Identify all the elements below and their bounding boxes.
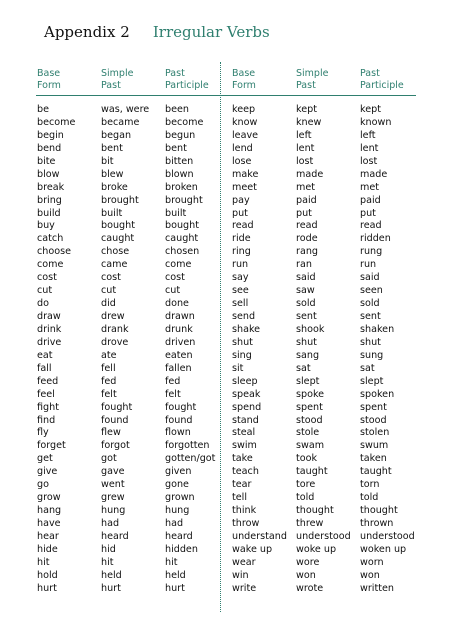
verb-cell: cost [37, 272, 57, 284]
verb-cell: hurt [37, 582, 57, 594]
verb-cell: lent [360, 142, 379, 154]
verb-cell: fly [37, 427, 49, 439]
verb-cell: bite [37, 155, 56, 167]
verb-cell: spoken [360, 388, 395, 400]
verb-cell: done [165, 298, 189, 310]
verb-cell: sleep [232, 375, 258, 387]
verb-cell: taught [360, 466, 392, 478]
verb-cell: win [232, 569, 249, 581]
verb-cell: know [232, 116, 258, 128]
verb-cell: went [101, 479, 125, 491]
appendix-label: Appendix 2 [44, 23, 130, 41]
verb-cell: sat [360, 362, 375, 374]
verb-cell: be [37, 104, 49, 115]
verb-cell: shut [296, 336, 317, 348]
verb-cell: kept [296, 104, 317, 115]
verb-cell: have [37, 518, 61, 529]
verb-cell: was, were [101, 104, 150, 115]
verb-cell: stolen [360, 427, 390, 439]
verb-cell: brought [165, 194, 203, 206]
verb-cell: paid [296, 194, 317, 206]
header-simple-past-right: Simple Past [296, 68, 329, 91]
verb-cell: bend [37, 142, 62, 154]
verb-cell: tear [232, 479, 252, 491]
verb-cell: lost [296, 155, 314, 167]
verb-cell: bitten [165, 155, 194, 167]
verb-cell: stood [360, 414, 387, 426]
verb-cell: fight [37, 401, 59, 413]
verb-cell: gave [101, 466, 125, 478]
verb-cell: pay [232, 194, 250, 206]
verb-cell: wore [296, 556, 320, 568]
verb-cell: worn [360, 556, 384, 568]
verb-cell: throw [232, 518, 260, 529]
verb-cell: met [296, 181, 316, 193]
verb-cell: begun [165, 129, 196, 141]
verb-cell: got [101, 453, 117, 465]
verb-cell: forgot [101, 440, 130, 452]
verb-cell: drive [37, 336, 62, 348]
verb-cell: felt [101, 388, 117, 400]
verb-cell: said [296, 272, 316, 284]
verb-cell: took [296, 453, 318, 465]
verb-cell: rang [296, 246, 318, 258]
verb-cell: torn [360, 479, 380, 491]
verb-cell: sold [360, 298, 380, 310]
verb-cell: held [101, 569, 122, 581]
verb-cell: left [296, 129, 312, 141]
verb-cell: understood [296, 530, 351, 542]
verb-cell: fought [101, 401, 133, 413]
verb-cell: brought [101, 194, 139, 206]
verb-cell: slept [296, 375, 320, 387]
verb-cell: knew [296, 116, 322, 128]
verb-cell: tore [296, 479, 316, 491]
verb-cell: break [37, 181, 65, 193]
verb-cell: speak [232, 388, 261, 400]
verb-cell: paid [360, 194, 381, 206]
verb-cell: do [37, 298, 49, 310]
verb-cell: bent [101, 142, 123, 154]
verb-cell: known [360, 116, 392, 128]
verb-cell: grew [101, 492, 125, 504]
verb-cell: give [37, 466, 58, 478]
verb-cell: met [360, 181, 380, 193]
verb-cell: heard [165, 530, 193, 542]
left-past-participle-column [165, 104, 235, 596]
verb-cell: told [360, 492, 379, 504]
verb-cell: felt [165, 388, 181, 400]
header-base-form-left: Base Form [37, 68, 61, 91]
verb-cell: fall [37, 362, 52, 374]
verb-cell: bit [101, 155, 114, 167]
verb-cell: put [232, 207, 248, 219]
verb-cell: saw [296, 285, 315, 297]
verb-cell: come [37, 259, 64, 271]
page-title [44, 22, 270, 41]
verb-cell: won [360, 569, 380, 581]
verb-cell: written [360, 582, 394, 594]
section-title: Irregular Verbs [152, 23, 270, 41]
verb-cell: swim [232, 440, 257, 452]
verb-cell: rung [360, 246, 383, 258]
verb-cell: feel [37, 388, 55, 400]
verb-cell: spoke [296, 388, 325, 400]
verb-cell: take [232, 453, 253, 465]
verb-cell: made [360, 168, 388, 180]
verb-cell: send [232, 311, 256, 322]
verb-cell: leave [232, 129, 259, 141]
verb-cell: caught [165, 233, 199, 245]
header-base-form-right: Base Form [232, 68, 256, 91]
verb-cell: run [360, 259, 377, 271]
verb-cell: rode [296, 233, 318, 245]
verb-cell: cost [101, 272, 121, 284]
verb-cell: cut [165, 285, 181, 297]
verb-cell: become [37, 116, 76, 128]
verb-cell: drunk [165, 323, 193, 335]
header-past-participle-left: Past Participle [165, 68, 209, 91]
verb-cell: grown [165, 492, 195, 504]
verb-cell: became [101, 116, 140, 128]
verb-cell: put [296, 207, 312, 219]
verb-cell: sold [296, 298, 316, 310]
verb-cell: put [360, 207, 376, 219]
verb-cell: understand [232, 530, 287, 542]
verb-cell: wrote [296, 582, 324, 594]
right-base-form-column [232, 104, 302, 596]
verb-cell: woken up [360, 543, 407, 555]
left-base-form-column [37, 104, 107, 596]
verb-cell: drawn [165, 311, 195, 322]
verb-cell: meet [232, 181, 257, 193]
verb-cell: sell [232, 298, 249, 310]
verb-cell: shaken [360, 323, 395, 335]
verb-cell: flew [101, 427, 121, 439]
verb-cell: lose [232, 155, 252, 167]
verb-cell: lost [360, 155, 378, 167]
verb-cell: thought [360, 505, 398, 517]
verb-cell: gone [165, 479, 189, 491]
verb-cell: bought [101, 220, 135, 232]
verb-cell: cost [165, 272, 185, 284]
header-past-participle-right: Past Participle [360, 68, 404, 91]
verb-cell: blew [101, 168, 124, 180]
verb-cell: thrown [360, 518, 394, 529]
verb-cell: driven [165, 336, 196, 348]
verb-cell: shake [232, 323, 261, 335]
verb-cell: find [37, 414, 56, 426]
verb-cell: drew [101, 311, 125, 322]
verb-cell: spend [232, 401, 262, 413]
verb-cell: kept [360, 104, 381, 115]
right-simple-past-column [296, 104, 366, 596]
verb-cell: go [37, 479, 49, 491]
verb-cell: hurt [101, 582, 121, 594]
verb-cell: thought [296, 505, 334, 517]
verb-cell: see [232, 285, 249, 297]
verb-cell: told [296, 492, 315, 504]
verb-cell: buy [37, 220, 55, 232]
verb-cell: blown [165, 168, 194, 180]
verb-cell: hurt [165, 582, 185, 594]
verb-cell: hide [37, 543, 58, 555]
verb-cell: write [232, 582, 257, 594]
verb-cell: held [165, 569, 186, 581]
verb-cell: ride [232, 233, 251, 245]
verb-cell: built [165, 207, 187, 219]
verb-cell: hung [165, 505, 190, 517]
verb-cell: ate [101, 349, 117, 361]
verb-cell: make [232, 168, 259, 180]
verb-cell: shut [232, 336, 253, 348]
verb-cell: fought [165, 401, 197, 413]
verb-cell: sang [296, 349, 320, 361]
verb-cell: sing [232, 349, 252, 361]
verb-cell: taught [296, 466, 328, 478]
verb-cell: did [101, 298, 116, 310]
verb-cell: lend [232, 142, 253, 154]
verb-cell: read [232, 220, 254, 232]
verb-cell: draw [37, 311, 61, 322]
verb-cell: seen [360, 285, 383, 297]
verb-cell: bought [165, 220, 199, 232]
verb-cell: came [101, 259, 128, 271]
verb-cell: fed [101, 375, 117, 387]
verb-cell: hold [37, 569, 58, 581]
verb-cell: swum [360, 440, 389, 452]
verb-cell: drove [101, 336, 129, 348]
verb-cell: wake up [232, 543, 273, 555]
verb-cell: feed [37, 375, 59, 387]
right-past-participle-column [360, 104, 430, 596]
verb-cell: lent [296, 142, 315, 154]
verb-cell: become [165, 116, 204, 128]
verb-cell: began [101, 129, 132, 141]
verb-cell: wear [232, 556, 256, 568]
verb-cell: forgotten [165, 440, 210, 452]
verb-cell: hang [37, 505, 62, 517]
verb-cell: bent [165, 142, 187, 154]
verb-cell: made [296, 168, 324, 180]
verb-cell: stole [296, 427, 320, 439]
verb-cell: flown [165, 427, 191, 439]
verb-cell: gotten/got [165, 453, 216, 465]
verb-cell: sung [360, 349, 384, 361]
verb-cell: sat [296, 362, 311, 374]
verb-cell: stood [296, 414, 323, 426]
verb-cell: chosen [165, 246, 200, 258]
verb-cell: read [296, 220, 318, 232]
verb-cell: taken [360, 453, 387, 465]
verb-cell: been [165, 104, 189, 115]
verb-cell: shut [360, 336, 381, 348]
verb-cell: woke up [296, 543, 337, 555]
verb-cell: broken [165, 181, 198, 193]
verb-cell: fallen [165, 362, 192, 374]
verb-cell: forget [37, 440, 66, 452]
verb-cell: drank [101, 323, 129, 335]
verb-cell: blow [37, 168, 60, 180]
verb-cell: spent [360, 401, 387, 413]
verb-cell: get [37, 453, 53, 465]
verb-cell: eaten [165, 349, 193, 361]
verb-cell: cut [37, 285, 53, 297]
left-simple-past-column [101, 104, 171, 596]
verb-cell: given [165, 466, 192, 478]
header-simple-past-left: Simple Past [101, 68, 134, 91]
verb-cell: built [101, 207, 123, 219]
verb-cell: sent [360, 311, 381, 322]
verb-cell: keep [232, 104, 256, 115]
verb-cell: begin [37, 129, 64, 141]
verb-cell: said [360, 272, 380, 284]
verb-cell: chose [101, 246, 130, 258]
verb-cell: eat [37, 349, 53, 361]
verb-cell: heard [101, 530, 129, 542]
verb-cell: stand [232, 414, 259, 426]
verb-cell: think [232, 505, 257, 517]
verb-cell: slept [360, 375, 384, 387]
verb-cell: found [165, 414, 193, 426]
verb-cell: hit [165, 556, 178, 568]
verb-cell: tell [232, 492, 247, 504]
verb-cell: left [360, 129, 376, 141]
verb-cell: bring [37, 194, 62, 206]
verb-cell: ran [296, 259, 312, 271]
verb-cell: catch [37, 233, 64, 245]
verb-cell: broke [101, 181, 128, 193]
verb-cell: build [37, 207, 61, 219]
verb-cell: grow [37, 492, 61, 504]
verb-cell: threw [296, 518, 324, 529]
verb-cell: found [101, 414, 129, 426]
verb-cell: caught [101, 233, 135, 245]
verb-cell: won [296, 569, 316, 581]
verb-cell: drink [37, 323, 62, 335]
verb-cell: understood [360, 530, 415, 542]
verb-cell: had [165, 518, 184, 529]
verb-cell: ridden [360, 233, 391, 245]
verb-cell: choose [37, 246, 71, 258]
verb-cell: fed [165, 375, 181, 387]
header-rule [36, 95, 416, 96]
verb-cell: come [165, 259, 192, 271]
verb-cell: cut [101, 285, 117, 297]
verb-cell: run [232, 259, 249, 271]
verb-cell: ring [232, 246, 251, 258]
verb-cell: say [232, 272, 249, 284]
verb-cell: hit [37, 556, 50, 568]
verb-cell: sent [296, 311, 317, 322]
verb-cell: hung [101, 505, 126, 517]
verb-cell: spent [296, 401, 323, 413]
verb-cell: sit [232, 362, 244, 374]
verb-cell: swam [296, 440, 325, 452]
verb-cell: read [360, 220, 382, 232]
verb-cell: shook [296, 323, 325, 335]
verb-cell: hid [101, 543, 116, 555]
verb-cell: steal [232, 427, 256, 439]
verb-cell: teach [232, 466, 259, 478]
verb-cell: hear [37, 530, 59, 542]
verb-cell: had [101, 518, 120, 529]
verb-cell: fell [101, 362, 116, 374]
verb-cell: hidden [165, 543, 198, 555]
verb-cell: hit [101, 556, 114, 568]
